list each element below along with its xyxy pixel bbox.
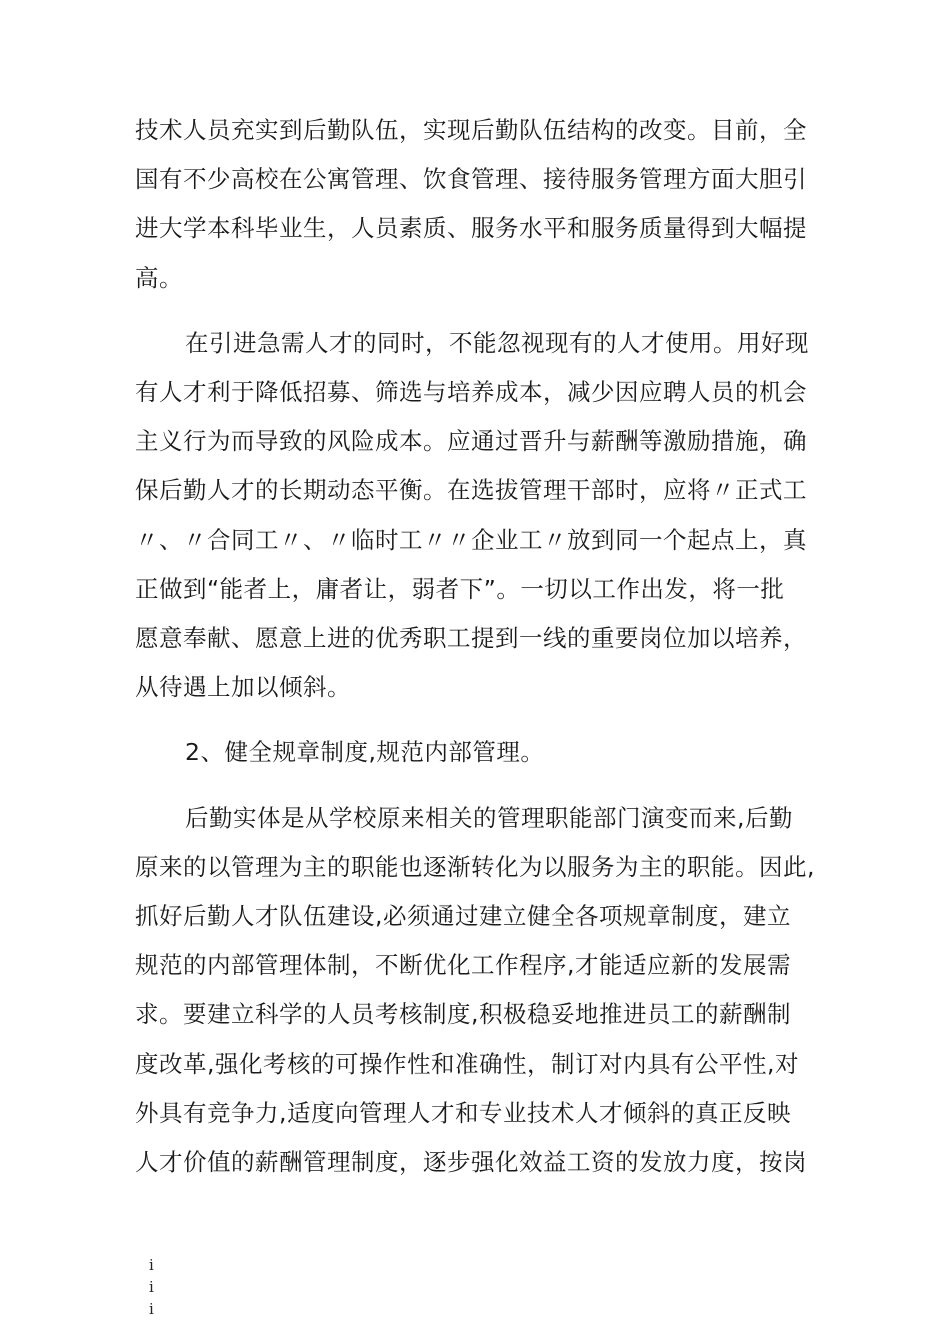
- text-line: 求。要建立科学的人员考核制度,积极稳妥地推进员工的薪酬制: [135, 1000, 791, 1029]
- footer-mark: i: [149, 1256, 154, 1274]
- text-line: 2、健全规章制度,规范内部管理。: [185, 738, 545, 767]
- text-line: 高。: [135, 263, 183, 292]
- section-heading: [135, 728, 827, 777]
- text-line: 主义行为而导致的风险成本。应通过晋升与薪酬等激励措施，确: [135, 427, 807, 456]
- text-line: 〃、〃合同工〃、〃临时工〃〃企业工〃放到同一个起点上，真: [135, 525, 807, 554]
- text-line: 人才价值的薪酬管理制度，逐步强化效益工资的发放力度，按岗: [135, 1148, 807, 1177]
- text-line: 国有不少高校在公寓管理、饮食管理、接待服务管理方面大胆引: [135, 165, 807, 194]
- text-line: 进大学本科毕业生，人员素质、服务水平和服务质量得到大幅提: [135, 214, 807, 243]
- text-line: 外具有竞争力,适度向管理人才和专业技术人才倾斜的真正反映: [135, 1098, 791, 1127]
- text-line: 技术人员充实到后勤队伍，实现后勤队伍结构的改变。目前，全: [135, 116, 807, 144]
- text-line: 度改革,强化考核的可操作性和准确性，制订对内具有公平性,对: [135, 1049, 799, 1078]
- text-line: 愿意奉献、愿意上进的优秀职工提到一线的重要岗位加以培养，: [135, 624, 807, 653]
- paragraph-1: [135, 106, 827, 303]
- text-line: 在引进急需人才的同时，不能忽视现有的人才使用。用好现: [185, 328, 809, 357]
- footer-mark: i: [149, 1278, 154, 1296]
- text-line: 原来的以管理为主的职能也逐渐转化为以服务为主的职能。因此,: [135, 852, 815, 881]
- text-line: 正做到“能者上，庸者让，弱者下”。一切以工作出发，将一批: [135, 574, 785, 603]
- paragraph-2: [135, 319, 827, 713]
- text-line: 后勤实体是从学校原来相关的管理职能部门演变而来,后勤: [185, 803, 793, 832]
- text-line: 从待遇上加以倾斜。: [135, 673, 351, 702]
- footer-mark: i: [149, 1300, 154, 1318]
- text-line: 抓好后勤人才队伍建设,必须通过建立健全各项规章制度，建立: [135, 902, 791, 931]
- paragraph-3: [135, 794, 827, 1188]
- document-body: [135, 106, 827, 1203]
- text-line: 规范的内部管理体制，不断优化工作程序,才能适应新的发展需: [135, 951, 791, 980]
- text-line: 有人才利于降低招募、筛选与培养成本，减少因应聘人员的机会: [135, 378, 807, 407]
- text-line: 保后勤人才的长期动态平衡。在选拔管理干部时，应将〃正式工: [135, 476, 807, 505]
- footer-marks: [149, 1254, 159, 1320]
